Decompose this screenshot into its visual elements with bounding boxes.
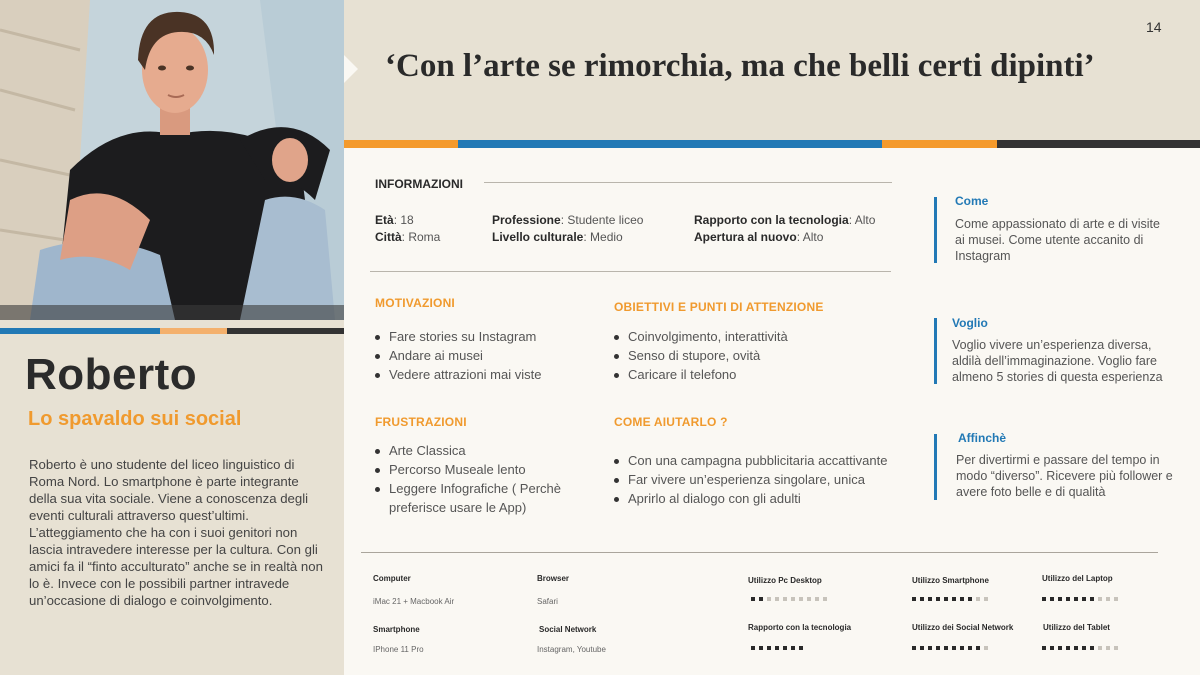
rating-label-pc: Utilizzo Pc Desktop [748, 576, 822, 585]
rating-dot [984, 646, 988, 650]
rating-dot [1074, 597, 1078, 601]
rating-dot [799, 646, 803, 650]
computer-value: iMac 21 + Macbook Air [373, 597, 455, 606]
rating-dots-social [912, 646, 988, 650]
persona-bio: Roberto è uno studente del liceo linguistico di Roma Nord. Lo smartphone è parte integrante della sua vita sociale. Viene a conoscenza degli eventi culturali attraverso quest’ultimi. L’atteggiamento che ha con i suoi genitori non lascia intravedere interesse per la cultura. Con gli amici fa il “finto acculturato” anche se in realtà non lo è. Invece con le possibili partner intravede un’occasione di dialogo e coinvolgimento. [29, 457, 323, 608]
list-item: Aprirlo al dialogo con gli adulti [614, 489, 887, 508]
info-title: INFORMAZIONI [375, 177, 463, 191]
rating-label-tablet: Utilizzo del Tablet [1043, 623, 1110, 632]
frustrazioni-list [375, 441, 561, 517]
rating-dot [928, 646, 932, 650]
browser-label: Browser [537, 574, 570, 583]
rating-dot [1066, 646, 1070, 650]
section-divider [370, 271, 891, 272]
rating-dot [751, 646, 755, 650]
list-item: Fare stories su Instagram [375, 327, 541, 346]
rating-dot [751, 597, 755, 601]
rating-dot [767, 646, 771, 650]
rating-dot [767, 597, 771, 601]
list-item: Caricare il telefono [614, 365, 788, 384]
list-item: Andare ai musei [375, 346, 541, 365]
rating-dot [944, 597, 948, 601]
info-citta: Città: Roma [375, 230, 441, 244]
info-column-3 [694, 212, 875, 246]
rating-label-laptop: Utilizzo del Laptop [1042, 574, 1113, 583]
come-text: Come appassionato di arte e di visite ai musei. Come utente accanito di Instagram [955, 217, 1160, 263]
rating-dot [1082, 646, 1086, 650]
aiutarlo-title: COME AIUTARLO ? [614, 415, 728, 429]
stripe-light-orange [160, 328, 227, 334]
rating-dot [952, 646, 956, 650]
rating-dot [1058, 646, 1062, 650]
rating-dot [807, 597, 811, 601]
rating-dot [976, 597, 980, 601]
rating-dot [759, 597, 763, 601]
rating-dot [920, 646, 924, 650]
persona-quote: ‘Con l’arte se rimorchia, ma che belli certi dipinti’ [385, 48, 1095, 84]
voglio-title: Voglio [952, 316, 988, 330]
rating-dot [1090, 646, 1094, 650]
rating-dot [823, 597, 827, 601]
stripe-orange [344, 140, 458, 148]
list-item: Vedere attrazioni mai viste [375, 365, 541, 384]
smartphone-label: Smartphone [373, 625, 420, 634]
motivazioni-list [375, 327, 541, 384]
computer-label: Computer [373, 574, 411, 583]
rating-dot [775, 646, 779, 650]
rating-dots-laptop [1042, 597, 1118, 601]
obiettivi-list [614, 327, 788, 384]
rating-dot [1082, 597, 1086, 601]
rating-dot [815, 597, 819, 601]
rating-dot [1074, 646, 1078, 650]
rating-dot [968, 597, 972, 601]
voglio-accent-bar [934, 318, 937, 384]
rating-dot [783, 646, 787, 650]
stripe-dark [227, 328, 344, 334]
social-label: Social Network [539, 625, 597, 634]
persona-panel [0, 0, 344, 675]
info-apertura: Apertura al nuovo: Alto [694, 230, 824, 244]
rating-dot [799, 597, 803, 601]
affinche-title: Affinchè [958, 431, 1006, 445]
left-color-stripe [0, 320, 344, 338]
rating-dot [791, 597, 795, 601]
rating-dot [984, 597, 988, 601]
rating-dot [960, 597, 964, 601]
frustrazioni-title: FRUSTRAZIONI [375, 415, 467, 429]
header-notch [344, 55, 358, 83]
rating-dot [1098, 597, 1102, 601]
rating-dot [1114, 597, 1118, 601]
rating-dot [775, 597, 779, 601]
rating-dot [1114, 646, 1118, 650]
browser-value: Safari [537, 597, 558, 606]
rating-dot [912, 597, 916, 601]
list-item: Arte Classica [375, 441, 561, 460]
smartphone-value: IPhone 11 Pro [373, 645, 424, 654]
list-item: Senso di stupore, ovità [614, 346, 788, 365]
info-professione: Professione: Studente liceo [492, 213, 644, 227]
info-column-1 [375, 212, 440, 246]
rating-dot [912, 646, 916, 650]
come-accent-bar [934, 197, 937, 263]
rating-label-smartphone: Utilizzo Smartphone [912, 576, 989, 585]
info-divider [484, 182, 892, 183]
rating-dots-tecnologia [751, 646, 803, 650]
info-livello: Livello culturale: Medio [492, 230, 623, 244]
rating-dot [1098, 646, 1102, 650]
rating-dot [960, 646, 964, 650]
bottom-divider [361, 552, 1158, 553]
obiettivi-title: OBIETTIVI E PUNTI DI ATTENZIONE [614, 300, 824, 314]
aiutarlo-list [614, 451, 887, 508]
rating-dots-smartphone [912, 597, 988, 601]
social-value: Instagram, Youtube [537, 645, 606, 654]
affinche-text: Per divertirmi e passare del tempo in modo “diverso”. Ricevere più follower e avere foto belle e di qualità [956, 453, 1173, 499]
rating-dot [944, 646, 948, 650]
persona-photo [0, 0, 344, 320]
rating-dot [1090, 597, 1094, 601]
list-item: Percorso Museale lento [375, 460, 561, 479]
rating-label-tecnologia: Rapporto con la tecnologia [748, 623, 852, 632]
info-rapporto: Rapporto con la tecnologia: Alto [694, 213, 876, 227]
rating-dot [759, 646, 763, 650]
rating-dot [952, 597, 956, 601]
rating-dot [783, 597, 787, 601]
rating-dot [976, 646, 980, 650]
rating-dot [968, 646, 972, 650]
come-title: Come [955, 194, 989, 208]
rating-dot [1058, 597, 1062, 601]
info-eta: Età: 18 [375, 213, 414, 227]
rating-dot [920, 597, 924, 601]
list-item: Coinvolgimento, interattività [614, 327, 788, 346]
motivazioni-title: MOTIVAZIONI [375, 296, 455, 310]
stripe-dark [997, 140, 1200, 148]
rating-label-social: Utilizzo dei Social Network [912, 623, 1014, 632]
affinche-accent-bar [934, 434, 937, 500]
persona-photo-illustration [0, 0, 344, 320]
rating-dot [791, 646, 795, 650]
rating-dot [1050, 597, 1054, 601]
persona-tagline: Lo spavaldo sui social [28, 408, 242, 430]
rating-dots-tablet [1042, 646, 1118, 650]
rating-dot [936, 646, 940, 650]
rating-dot [1066, 597, 1070, 601]
rating-dot [1042, 597, 1046, 601]
rating-dot [928, 597, 932, 601]
rating-dot [1050, 646, 1054, 650]
rating-dot [936, 597, 940, 601]
stripe-orange [882, 140, 997, 148]
rating-dot [1106, 646, 1110, 650]
list-item: Leggere Infografiche ( Perchè [375, 479, 561, 498]
top-color-stripe [344, 140, 1200, 148]
list-item: Con una campagna pubblicitaria accattivante [614, 451, 887, 470]
page-number: 14 [1146, 19, 1162, 35]
stripe-blue [0, 328, 160, 334]
list-item-continuation: preferisce usare le App) [389, 500, 527, 515]
info-column-2 [492, 212, 643, 246]
rating-dot [1042, 646, 1046, 650]
rating-dot [1106, 597, 1110, 601]
voglio-text: Voglio vivere un’esperienza diversa, aldilà dell’immaginazione. Voglio fare almeno 5 stories di questa esperienza [952, 338, 1163, 384]
rating-dots-pc [751, 597, 827, 601]
list-item: Far vivere un’esperienza singolare, unica [614, 470, 887, 489]
stripe-blue [458, 140, 882, 148]
persona-name: Roberto [25, 350, 198, 399]
